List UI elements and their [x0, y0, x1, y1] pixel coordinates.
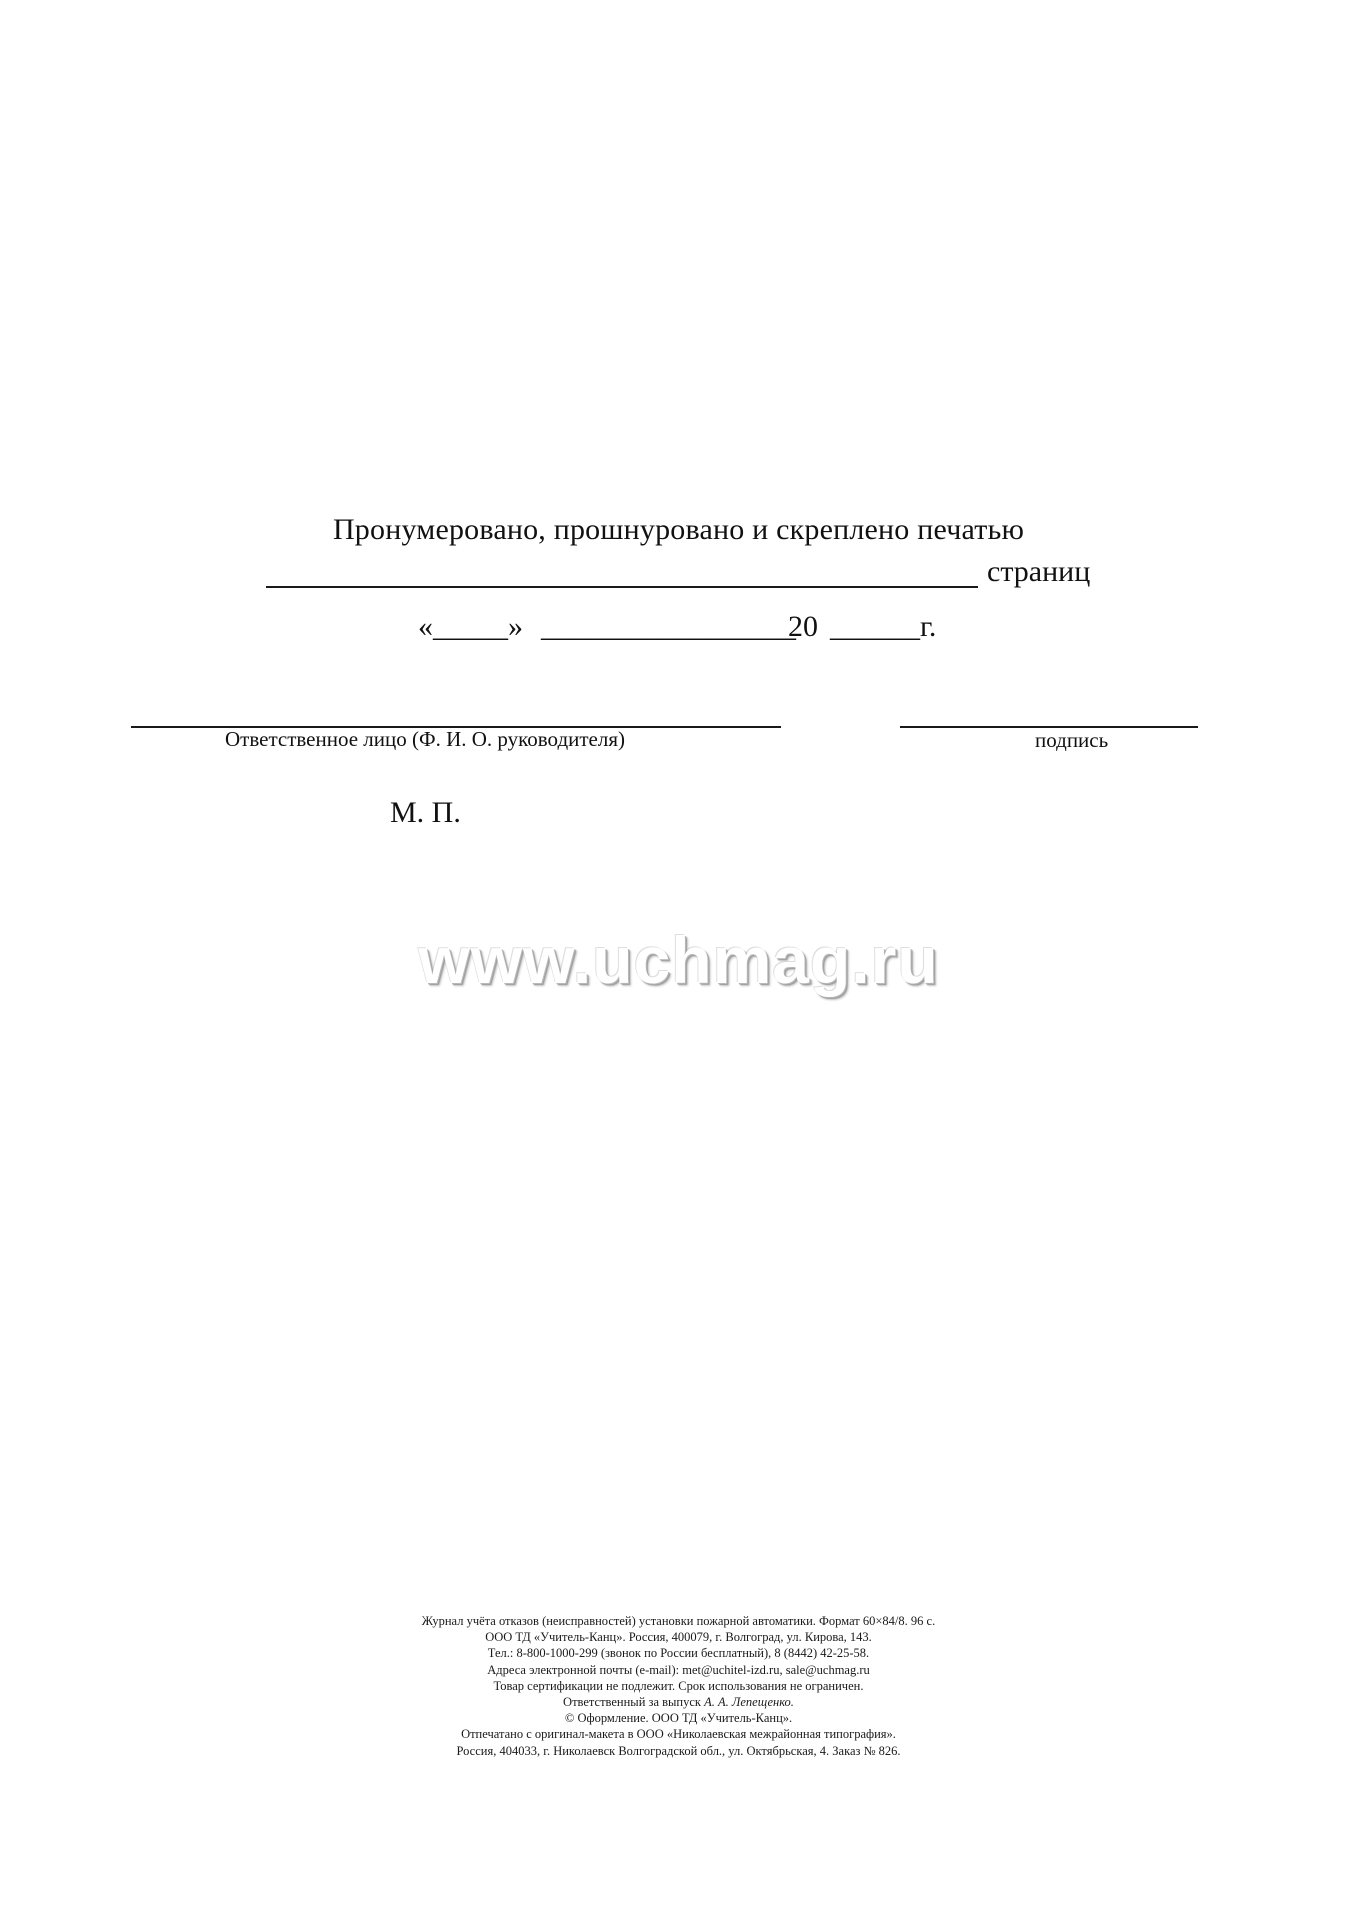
stamp-place-label: М. П. [390, 796, 461, 829]
date-row [418, 610, 958, 650]
imprint-line: ООО ТД «Учитель-Канц». Россия, 400079, г. Волгоград, ул. Кирова, 143. [485, 1630, 872, 1645]
pages-count-blank-line [266, 586, 978, 588]
pages-count-row [266, 553, 1096, 593]
imprint-line: Россия, 404033, г. Николаевск Волгоградской обл., ул. Октябрьская, 4. Заказ № 826. [456, 1743, 901, 1758]
imprint-line: Тел.: 8-800-1000-299 (звонок по России бесплатный), 8 (8442) 42-25-58. [487, 1646, 870, 1661]
date-suffix: г. [920, 610, 937, 643]
watermark: www.uchmag.ru [418, 923, 939, 997]
responsible-person-caption: Ответственное лицо (Ф. И. О. руководителя) [225, 727, 626, 751]
imprint-responsible-label: Ответственный за выпуск [563, 1695, 701, 1710]
date-year-blank: ______ [830, 610, 920, 643]
imprint-line: © Оформление. ООО ТД «Учитель-Канц». [564, 1711, 793, 1726]
date-month-blank: _________________ [541, 610, 796, 643]
pages-word: страниц [987, 555, 1091, 588]
imprint-line: Адреса электронной почты (e-mail): met@uchitel-izd.ru, sale@uchmag.ru [487, 1662, 870, 1677]
certification-title: Пронумеровано, прошнуровано и скреплено печатью [332, 513, 1025, 546]
imprint-line: Товар сертификации не подлежит. Срок использования не ограничен. [493, 1678, 864, 1693]
imprint-responsible-name: А. А. Лепещенко. [704, 1695, 794, 1710]
imprint-line: Журнал учёта отказов (неисправностей) установки пожарной автоматики. Формат 60×84/8. 96 с. [421, 1614, 936, 1628]
signature-caption: подпись [1035, 728, 1109, 752]
imprint-line [0, 1694, 1357, 1710]
date-year-prefix: 20 [788, 610, 818, 643]
imprint-block [0, 1613, 1357, 1759]
imprint-line: Отпечатано с оригинал-макета в ООО «Николаевская межрайонная типография». [461, 1727, 896, 1742]
date-day-blank: «_____» [418, 610, 523, 643]
